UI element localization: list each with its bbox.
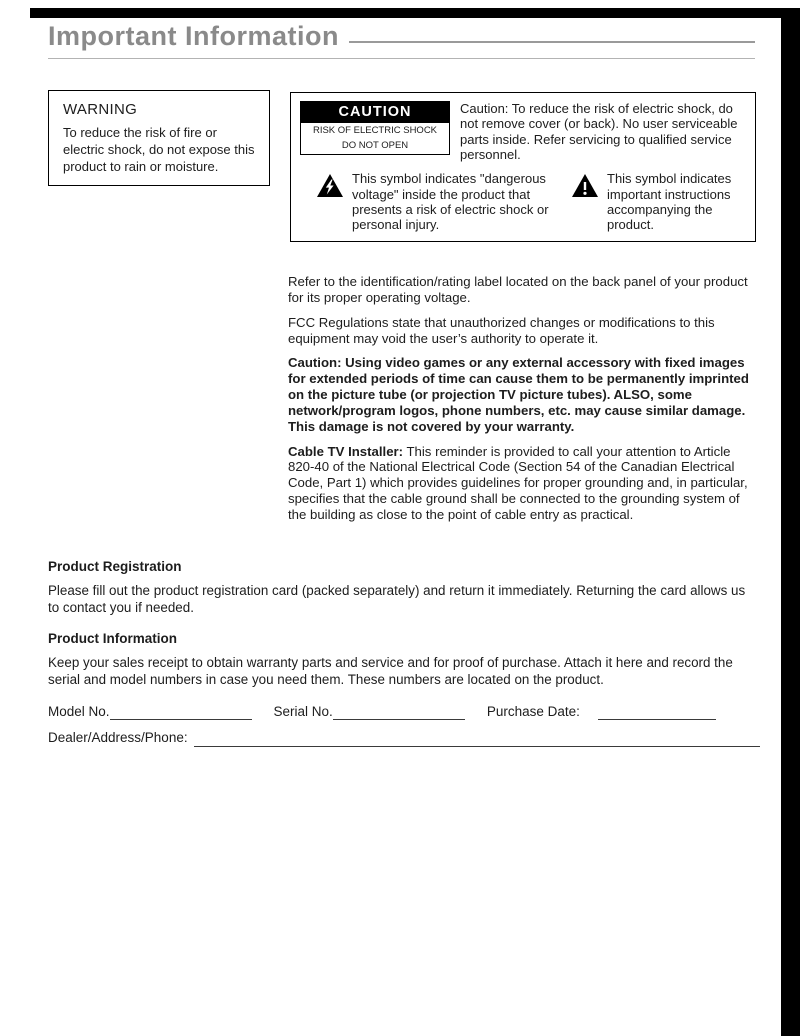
body-paragraphs (288, 274, 758, 532)
right-black-bar (781, 8, 800, 1036)
fcc-paragraph: FCC Regulations state that unauthorized changes or modifications to this equipment may void the user’s authority to operate it. (288, 314, 715, 346)
product-registration-body: Please fill out the product registration card (packed separately) and return it immediately. Returning the card allows us to contact you if needed. (48, 582, 746, 615)
caution-text: Caution: To reduce the risk of electric shock, do not remove cover (or back). No user serviceable parts inside. Refer servicing to qualified service personnel. (460, 101, 738, 162)
top-black-bar (30, 8, 800, 18)
risk-line-2: DO NOT OPEN (341, 139, 409, 151)
caution-symbols-row (300, 171, 746, 232)
dealer-label: Dealer/Address/Phone: (48, 730, 188, 746)
caution-top-row (300, 101, 746, 162)
lightning-triangle-icon (316, 171, 346, 232)
rating-paragraph: Refer to the identification/rating label located on the back panel of your product for its proper operating voltage. (288, 274, 748, 305)
header-rule (349, 41, 755, 43)
cable-installer-paragraph (288, 444, 758, 523)
alert-symbol-text: This symbol indicates important instructions accompanying the product. (607, 171, 732, 233)
voltage-symbol-block (316, 171, 561, 232)
warning-title: WARNING (63, 101, 138, 118)
purchase-date-label: Purchase Date: (486, 703, 580, 719)
caution-label-box (300, 101, 450, 155)
voltage-symbol-text: This symbol indicates "dangerous voltage" inside the product that presents a risk of electric shock or personal injury. (352, 171, 549, 233)
video-games-caution-paragraph: Caution: Using video games or any external accessory with fixed images for extended periods of time can cause them to be permanently imprinted on the picture tube (or projection TV picture tubes). ALSO, some network/program logos, phone numbers, etc. may cause similar damage. This damage is not covered by your warranty. (288, 355, 749, 434)
model-no-blank (110, 706, 252, 720)
model-no-label: Model No. (48, 703, 110, 719)
bottom-section (48, 558, 760, 756)
model-serial-row (48, 703, 760, 721)
alert-symbol-block (561, 171, 746, 232)
cable-installer-label: Cable TV Installer: (288, 443, 404, 459)
product-information-heading: Product Information (48, 631, 177, 647)
caution-box (290, 92, 756, 242)
dealer-blank (194, 733, 760, 747)
page-header (48, 22, 755, 50)
risk-line-1: RISK OF ELECTRIC SHOCK (312, 125, 438, 136)
purchase-date-blank (598, 706, 716, 720)
page-title: Important Information (48, 21, 339, 51)
dealer-row (48, 729, 760, 747)
product-information-body: Keep your sales receipt to obtain warranty parts and service and for proof of purchase. Attach it here and record the serial and model numbers in case you need them. These numbers are located on the product. (48, 654, 733, 688)
cable-installer-text: This reminder is provided to call your attention to Article 820-40 of the National Electrical Code (Section 54 of the Canadian Electrical Code, Part 1) which provides guidelines for proper grounding and, in particular, specifies that the cable ground shall be connected to the grounding system of the building as close to the point of cable entry as practical. (288, 443, 748, 522)
product-registration-heading: Product Registration (48, 559, 182, 574)
header-underline (48, 58, 755, 59)
warning-box (48, 90, 270, 186)
caution-label: CAUTION (301, 102, 449, 123)
serial-no-label: Serial No. (273, 703, 333, 719)
warning-body: To reduce the risk of fire or electric shock, do not expose this product to rain or moisture. (63, 125, 255, 174)
serial-no-blank (333, 706, 465, 720)
exclamation-triangle-icon (571, 171, 601, 232)
